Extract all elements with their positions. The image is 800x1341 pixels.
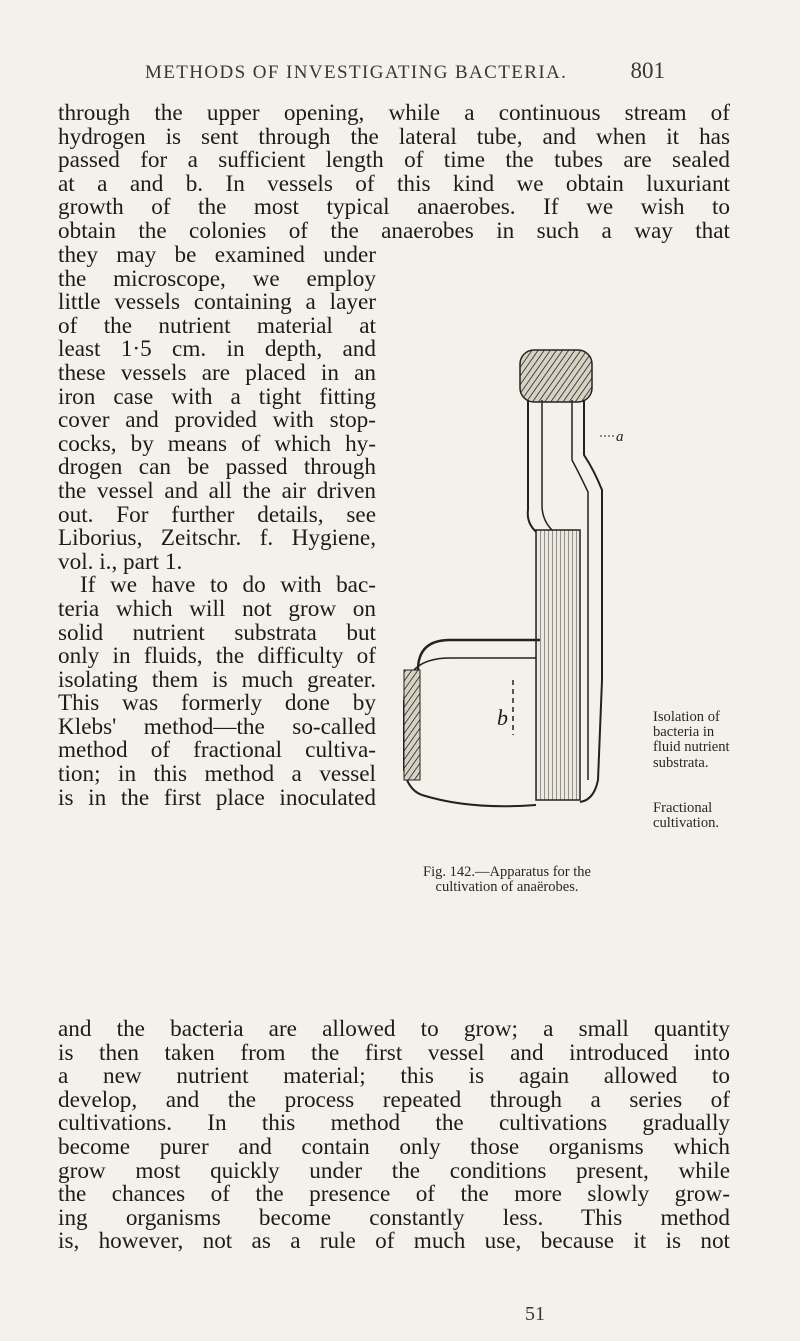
signature-mark: 51 (525, 1303, 545, 1325)
text-line: these vessels are placed in an (58, 359, 376, 386)
sidenote-line: Isolation of (653, 709, 720, 725)
stopper-shape (520, 350, 592, 402)
text-line: hydrogen is sent through the lateral tube, and when it has (58, 123, 730, 150)
text-line: develop, and the process repeated through a series of (58, 1086, 730, 1113)
sidenote-isolation (653, 710, 798, 771)
sidenote-line: Fractional (653, 800, 713, 816)
text-line: little vessels containing a layer (58, 289, 376, 316)
text-line: If we have to do with bac- (80, 572, 376, 599)
text-line: only in fluids, the difficulty of (58, 643, 376, 670)
text-line: iron case with a tight fitting (58, 383, 376, 410)
left-column-text (58, 244, 376, 810)
text-line: vol. i., part 1. (58, 548, 183, 575)
vessel-wall-shading (404, 670, 420, 780)
text-line: become purer and contain only those organisms which (58, 1133, 730, 1160)
text-line: teria which will not grow on (58, 595, 376, 622)
page-header (145, 58, 665, 88)
text-line: method of fractional cultiva- (58, 737, 376, 764)
sidenote-line: bacteria in (653, 724, 715, 741)
sidenote-fractional (653, 801, 798, 831)
vessel-bottom (422, 795, 536, 806)
text-line: Liborius, Zeitschr. f. Hygiene, (58, 525, 376, 552)
lateral-tube-wall (580, 400, 602, 802)
text-line: of the nutrient material at (58, 312, 376, 339)
text-line: cultivations. In this method the cultivations gradually (58, 1110, 730, 1137)
central-tube (536, 530, 580, 800)
running-head: METHODS OF INVESTIGATING BACTERIA. (145, 62, 568, 83)
text-line: a new nutrient material; this is again allowed to (58, 1063, 730, 1090)
vessel-top-arc (418, 640, 540, 670)
text-line: out. For further details, see (58, 501, 376, 528)
caption-line: cultivation of anaërobes. (435, 879, 579, 895)
text-line: and the bacteria are allowed to grow; a small quantity (58, 1016, 730, 1042)
text-line: they may be examined under (58, 242, 376, 268)
text-line: obtain the colonies of the anaerobes in such a way that (58, 217, 730, 244)
text-line: at a and b. In vessels of this kind we obtain luxuriant (58, 170, 730, 197)
text-line: through the upper opening, while a continuous stream of (58, 100, 730, 126)
text-line: is, however, not as a rule of much use, because it is not (58, 1228, 730, 1255)
vessel-inner-arc (404, 658, 536, 700)
text-line: passed for a sufficient length of time the tubes are sealed (58, 147, 730, 174)
top-paragraph (58, 102, 730, 244)
text-line: solid nutrient substrata but (58, 619, 376, 646)
text-line: tion; in this method a vessel (58, 761, 376, 788)
text-line: grow most quickly under the conditions present, while (58, 1157, 730, 1184)
text-line: isolating them is much greater. (58, 666, 376, 693)
text-line: growth of the most typical anaerobes. If we wish to (58, 194, 730, 221)
text-line: is then taken from the first vessel and introduced into (58, 1039, 730, 1066)
text-line: drogen can be passed through (58, 454, 376, 481)
text-line: Klebs' method—the so-called (58, 713, 376, 740)
figure-caption (372, 865, 642, 895)
text-line: is in the first place inoculated (58, 784, 376, 811)
text-line: the chances of the presence of the more slowly grow- (58, 1181, 730, 1208)
apparatus-illustration (380, 340, 630, 820)
sidenote-line: fluid nutrient (653, 739, 730, 756)
bottom-paragraph (58, 1018, 730, 1254)
label-b: b (497, 705, 508, 730)
text-line: cocks, by means of which hy- (58, 430, 376, 457)
text-line: the vessel and all the air driven (58, 477, 376, 504)
page-number: 801 (630, 58, 665, 83)
text-line: cover and provided with stop- (58, 407, 376, 434)
text-line: least 1·5 cm. in depth, and (58, 336, 376, 363)
sidenote-line: substrata. (653, 754, 709, 771)
text-line: the microscope, we employ (58, 265, 376, 292)
sidenote-line: cultivation. (653, 815, 720, 832)
text-line: ing organisms become constantly less. This method (58, 1204, 730, 1231)
label-a: a (616, 429, 624, 445)
text-line: This was formerly done by (58, 690, 376, 717)
caption-line: Fig. 142.—Apparatus for the (423, 864, 591, 880)
